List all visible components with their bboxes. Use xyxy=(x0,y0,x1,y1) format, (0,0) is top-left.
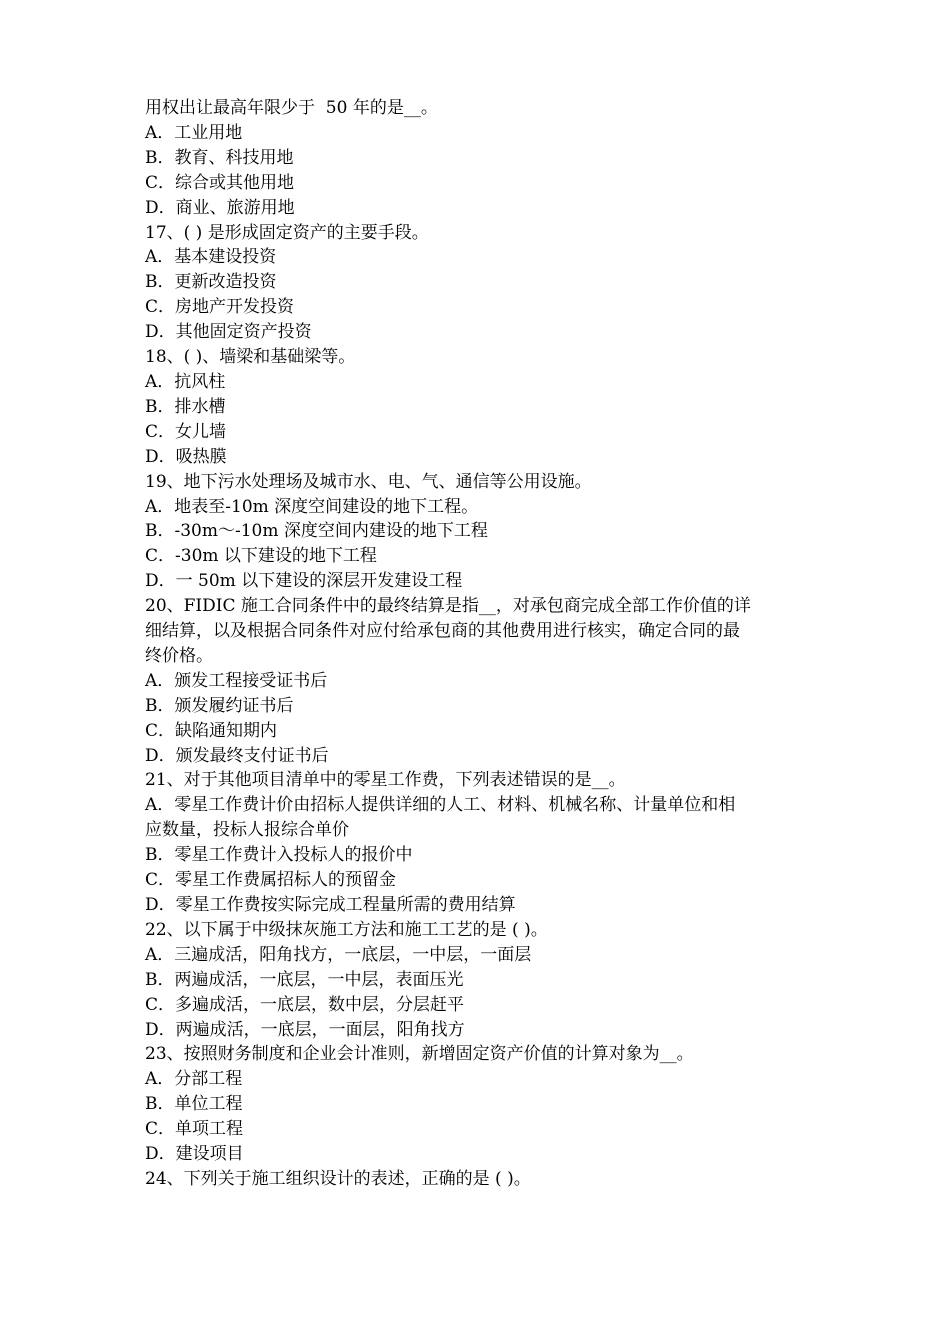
text-line: 用权出让最高年限少于 50 年的是__。 xyxy=(145,98,438,118)
text-line: 应数量，投标人报综合单价 xyxy=(145,820,349,841)
text-line: B．-30m～-10m 深度空间内建设的地下工程 xyxy=(145,521,488,542)
text-line: D．其他固定资产投资 xyxy=(145,322,312,343)
text-line: C．零星工作费属招标人的预留金 xyxy=(145,870,397,891)
text-line: B．教育、科技用地 xyxy=(145,147,294,168)
text-line: B．颁发履约证书后 xyxy=(145,695,294,716)
text-line: A．颁发工程接受证书后 xyxy=(145,670,328,691)
text-line: A．零星工作费计价由招标人提供详细的人工、材料、机械名称、计量单位和相 xyxy=(145,795,736,816)
text-line: 细结算，以及根据合同条件对应付给承包商的其他费用进行核实，确定合同的最 xyxy=(145,621,740,642)
text-line: A．基本建设投资 xyxy=(145,247,277,268)
text-line: C．-30m 以下建设的地下工程 xyxy=(145,546,377,567)
text-line: 19、地下污水处理场及城市水、电、气、通信等公用设施。 xyxy=(145,471,592,492)
text-line: A．分部工程 xyxy=(145,1069,243,1090)
text-line: B．排水槽 xyxy=(145,396,226,417)
text-line: B．两遍成活，一底层，一中层，表面压光 xyxy=(145,969,464,990)
text-line: C．房地产开发投资 xyxy=(145,297,295,318)
text-line: D．商业、旅游用地 xyxy=(145,197,295,218)
text-line: A．工业用地 xyxy=(145,122,243,143)
text-line: D．建设项目 xyxy=(145,1144,244,1165)
text-line: 20、FIDIC 施工合同条件中的最终结算是指__，对承包商完成全部工作价值的详 xyxy=(145,596,751,617)
document-body xyxy=(145,96,815,1192)
text-line: C．缺陷通知期内 xyxy=(145,720,278,741)
text-line: 21、对于其他项目清单中的零星工作费，下列表述错误的是__。 xyxy=(145,770,626,791)
text-line: C．多遍成活，一底层，数中层，分层赶平 xyxy=(145,994,465,1015)
text-line: 17、( ) 是形成固定资产的主要手段。 xyxy=(145,222,429,243)
text-line: 23、按照财务制度和企业会计准则，新增固定资产价值的计算对象为__。 xyxy=(145,1044,694,1065)
text-line: A．地表至-10m 深度空间建设的地下工程。 xyxy=(145,496,479,517)
text-line: A．抗风柱 xyxy=(145,371,226,392)
text-line: B．单位工程 xyxy=(145,1094,243,1115)
text-line: B．更新改造投资 xyxy=(145,272,277,293)
text-line: C．女儿墙 xyxy=(145,421,227,442)
text-line: A．三遍成活，阳角找方，一底层，一中层，一面层 xyxy=(145,944,532,965)
text-line: C．综合或其他用地 xyxy=(145,172,295,193)
text-line: 18、( )、墙梁和基础梁等。 xyxy=(145,347,356,368)
text-line: 24、下列关于施工组织设计的表述，正确的是 ( )。 xyxy=(145,1168,531,1189)
text-line: C．单项工程 xyxy=(145,1119,244,1140)
text-line: D．两遍成活，一底层，一面层，阳角找方 xyxy=(145,1019,465,1040)
text-line: B．零星工作费计入投标人的报价中 xyxy=(145,845,413,866)
text-line: D．一 50m 以下建设的深层开发建设工程 xyxy=(145,571,463,592)
text-line: 终价格。 xyxy=(145,645,213,666)
text-line: D．吸热膜 xyxy=(145,446,227,467)
text-line: D．零星工作费按实际完成工程量所需的费用结算 xyxy=(145,895,516,915)
text-line: D．颁发最终支付证书后 xyxy=(145,745,329,766)
text-line: 22、以下属于中级抹灰施工方法和施工工艺的是 ( )。 xyxy=(145,919,548,940)
